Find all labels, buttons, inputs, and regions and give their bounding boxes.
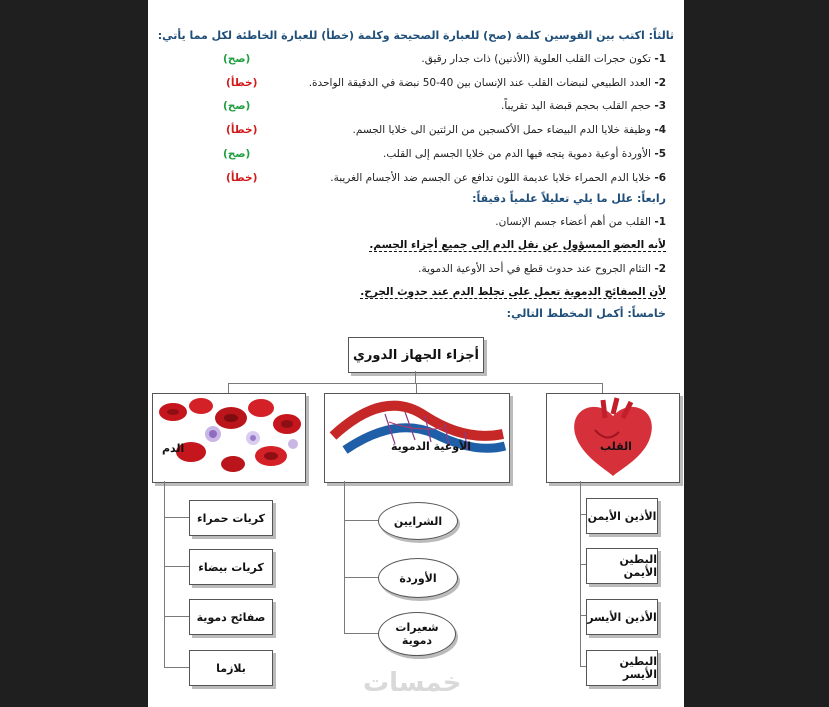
tf-item-5 [383,148,666,160]
blood-box [152,393,306,483]
tf-item-2-text: العدد الطبيعي لنبضات القلب عند الإنسان بين 40-50 نبضة في الدقيقة الواحدة. [308,77,651,89]
vessels-branch-3 [344,633,378,634]
blood-branch-3 [164,616,189,617]
tf-item-1 [421,53,666,65]
reason-item-1-question: القلب من أهم أعضاء جسم الإنسان. [495,216,651,228]
blood-branch-1 [164,517,189,518]
vessels-branch-1 [344,520,378,521]
tf-item-6-text: خلايا الدم الحمراء خلايا عديمة اللون تدافع عن الجسم ضد الأجسام الغريبة. [330,172,651,184]
blood-item-plasma: بلازما [189,650,273,686]
blood-item-white-cells: كريات بيضاء [189,549,273,585]
tf-item-3 [501,100,666,112]
tf-item-4-text: وظيفة خلايا الدم البيضاء حمل الأكسجين من الرئتين الى خلايا الجسم. [352,124,651,136]
worksheet-page [148,0,684,707]
root-connector [415,371,416,383]
vessels-item-veins: الأوردة [378,558,458,598]
vessels-branch-2 [344,577,378,578]
tf-item-4 [353,124,666,136]
heart-item-right-ventricle: البطين الأيمن [586,548,658,584]
heart-icon [547,394,679,482]
tf-item-6-num: 6- [654,172,666,184]
heart-item-left-atrium: الأذين الأيسر [586,599,658,635]
blood-item-platelets: صفائح دموية [189,599,273,635]
section4-heading: رابعاً: علل ما يلي تعليلاً علمياً دقيقاً: [472,192,666,205]
reason-item-2-num: 2- [654,263,666,275]
blood-item-red-cells: كريات حمراء [189,500,273,536]
tf-item-2-num: 2- [654,77,666,89]
blood-vessels-icon [325,394,509,482]
reason-item-1-answer: لأنه العضو المسؤول عن نقل الدم إلى جميع أجزاء الجسم. [369,239,666,251]
tf-item-6 [330,172,666,184]
diagram-root-box: أجزاء الجهاز الدوري [348,337,484,373]
heart-box [546,393,680,483]
tf-item-2-answer: (خطأ) [226,77,258,89]
vessels-item-arteries: الشرايين [378,502,458,540]
vessels-label: الأوعية الدموية [391,440,472,453]
reason-item-2-question: التئام الجروح عند حدوث قطع في أحد الأوعية الدموية. [418,263,651,275]
tf-item-3-answer: (صح) [223,100,251,112]
watermark: خمسات [363,668,462,698]
vessels-trunk-line [344,481,345,633]
tf-item-1-answer: (صح) [223,53,251,65]
reason-item-1 [495,216,666,228]
blood-branch-4 [164,667,189,668]
heart-item-right-atrium: الأذين الأيمن [586,498,658,534]
tf-item-4-num: 4- [654,124,666,136]
reason-item-2-answer: لأن الصفائح الدموية تعمل على تجلط الدم عند حدوث الجرح. [360,286,666,298]
tf-item-3-num: 3- [654,100,666,112]
tf-item-4-answer: (خطأ) [226,124,258,136]
blood-cells-icon [153,394,305,482]
tf-item-6-answer: (خطأ) [226,172,258,184]
blood-trunk-line [164,481,165,667]
vessels-item-capillaries: شعيرات دموية [378,612,456,656]
branch-connector [228,383,602,384]
reason-item-2 [418,263,666,275]
heart-label: القلب [600,440,632,453]
vessels-box [324,393,510,483]
reason-item-1-num: 1- [654,216,666,228]
tf-item-5-num: 5- [654,148,666,160]
section3-heading: ثالثاً: اكتب بين القوسين كلمة (صح) للعبارة الصحيحة وكلمة (خطأ) للعبارة الخاطئة لكل مما يأتي: [157,29,674,42]
tf-item-3-text: حجم القلب بحجم قبضة اليد تقريباً. [500,100,651,112]
blood-label: الدم [162,442,185,455]
blood-branch-2 [164,566,189,567]
tf-item-1-num: 1- [654,53,666,65]
tf-item-1-text: تكون حجرات القلب العلوية (الأذنين) ذات جدار رقيق. [421,53,651,65]
tf-item-5-text: الأوردة أوعية دموية يتجه فيها الدم من خلايا الجسم إلى القلب. [383,148,651,160]
tf-item-5-answer: (صح) [223,148,251,160]
heart-item-left-ventricle: البطين الأيسر [586,650,658,686]
tf-item-2 [309,77,666,89]
section5-heading: خامساً: أكمل المخطط التالي: [506,307,666,320]
heart-trunk-line [580,481,581,666]
